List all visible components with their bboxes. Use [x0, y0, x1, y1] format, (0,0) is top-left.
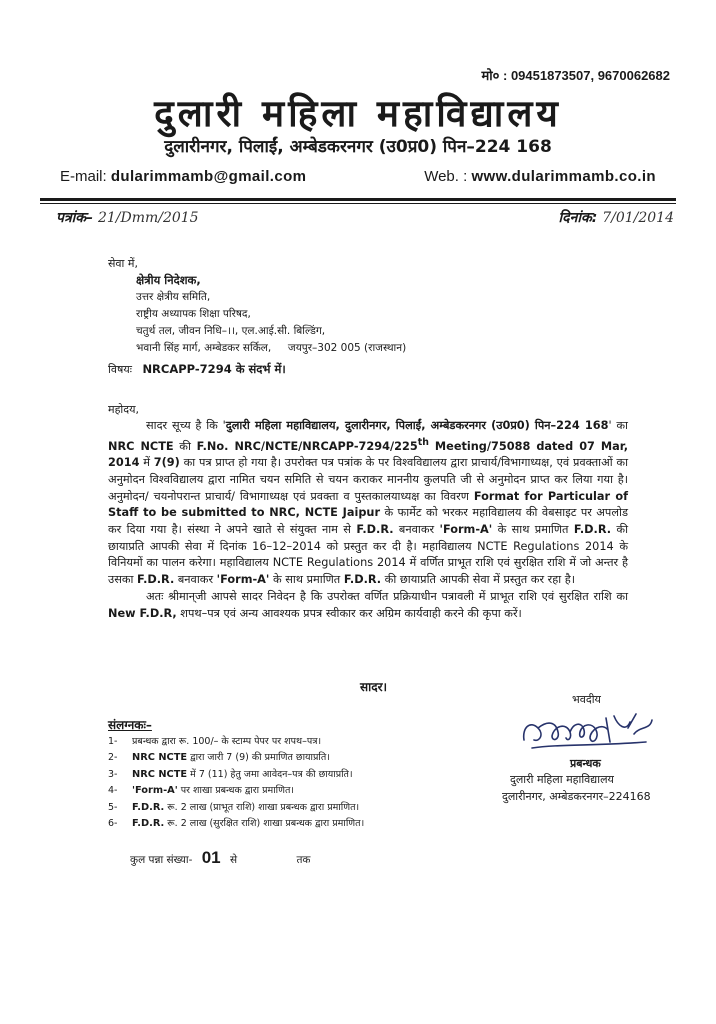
- list-item: [108, 800, 364, 816]
- subject-text: NRCAPP-7294 के संदर्भ में।: [142, 362, 286, 376]
- body-text: में: [139, 456, 154, 470]
- list-item: [108, 767, 364, 783]
- body-sup: th: [417, 436, 429, 448]
- item-bold: F.D.R.: [132, 801, 165, 813]
- recipient-line: उत्तर क्षेत्रीय समिति,: [136, 291, 211, 303]
- phone-numbers: मो० : 09451873507, 9670062682: [481, 68, 670, 83]
- recipient-line: भवानी सिंह मार्ग, अम्बेडकर सर्किल, जयपुर–302 005 (राजस्थान): [136, 342, 407, 354]
- body-bold: दुलारी महिला महाविद्यालय, दुलारीनगर, पिलाईं, अम्बेडकरनगर (उ0प्र0) पिन–224 168: [225, 419, 609, 432]
- page-count-from: से: [229, 854, 238, 866]
- recipient-address: [136, 272, 406, 357]
- body-bold: Meeting/75088 dated 07 Mar, 2014: [108, 439, 628, 470]
- item-number: 5-: [108, 801, 118, 813]
- body-bold: F.D.R.: [573, 522, 612, 536]
- salutation: सेवा में,: [108, 257, 138, 270]
- body-text: के फार्मेट को भरकर महाविद्यालय की वेबसाइट पर अपलोड कर दिया गया है। संस्था ने अपने खाते से संयुक्त नाम से: [108, 506, 628, 536]
- body-text: सादर सूच्य है कि ': [146, 419, 226, 432]
- email-label: E-mail:: [60, 168, 107, 185]
- list-item: [108, 783, 364, 799]
- subject-label: विषयः: [108, 363, 132, 376]
- date-label: दिनांक:: [558, 210, 598, 226]
- body-text: शपथ–पत्र एवं अन्य आवश्यक प्रपत्र स्वीकार कर अग्रिम कार्यवाही करने की कृपा करें।: [176, 606, 522, 620]
- college-name: दुलारी महिला महाविद्यालय: [154, 91, 562, 135]
- reference-number: [56, 208, 199, 227]
- body-text: का पत्र प्राप्त हो गया है। उपरोक्त पत्र पत्रांक के पर विश्वविद्यालय द्वारा प्राचार्य/विभागाध्यक्ष, एवं प्रवक्ताओं का अनुमोदन विश्वविद्यालय द्वारा नामित चयन समिति से चयन कराकर माननीय कुलपति जी से अनुमोदन प्राप्त कर लिया गया है। अनुमोदन/ चयनोपरान्त प्राचार्य/ विभागाध्यक्ष एवं प्रवक्ता व पुस्तकालयाध्यक्ष का विवरण: [108, 456, 628, 503]
- page-count-label: कुल पन्ना संख्या-: [130, 854, 193, 866]
- reference-value: 21/Dmm/2015: [97, 210, 199, 226]
- enclosures-list: [108, 734, 364, 832]
- date-value: 7/01/2014: [602, 210, 674, 226]
- letter-body: [108, 418, 628, 622]
- header-divider-thin: [40, 203, 676, 204]
- item-number: 3-: [108, 768, 118, 780]
- item-bold: 'Form-A': [132, 785, 178, 797]
- stamp-address: दुलारीनगर, अम्बेडकरनगर–224168: [502, 790, 651, 803]
- item-text: रू. 2 लाख (सुरक्षित राशि) शाखा प्रबन्धक द्वारा प्रमाणित।: [164, 818, 365, 830]
- item-text: प्रबन्धक द्वारा रू. 100/– के स्टाम्प पेपर पर शपथ–पत्र।: [132, 736, 322, 747]
- body-text: के साथ प्रमाणित: [269, 573, 344, 587]
- body-bold: F.D.R.: [137, 573, 175, 587]
- item-number: 2-: [108, 752, 118, 764]
- body-bold: F.D.R.: [356, 522, 394, 536]
- closing-bhavdiya: भवदीय: [572, 693, 601, 706]
- recipient-line: राष्ट्रीय अध्यापक शिक्षा परिषद,: [136, 308, 251, 320]
- stamp-title: प्रबन्धक: [570, 757, 601, 770]
- body-bold: Format for Particular of Staff to be submitted to NRC, NCTE Jaipur: [108, 489, 629, 520]
- item-bold: F.D.R.: [132, 818, 165, 830]
- item-text: द्वारा जारी 7 (9) की प्रमाणित छायाप्रति।: [187, 752, 330, 764]
- body-bold: 'Form-A': [439, 522, 493, 536]
- website: [424, 168, 656, 185]
- body-bold: 7(9): [153, 456, 180, 470]
- page-count: [130, 848, 311, 868]
- item-text: में 7 (11) हेतु जमा आवेदन–पत्र की छायाप्रति।: [187, 768, 353, 780]
- list-item: [108, 816, 364, 832]
- body-text: की छायाप्रति आपकी सेवा में दिनांक 16–12–2014 को प्रस्तुत कर दी है। महाविद्यालय NCTE Regulations 2014 के विनियमों का पालन करेगा। महाविद्यालय NCTE Regulations 2014 में वर्णित प्राभूत राशि एवं सुरक्षित राशि में जो अन्तर है उसका: [108, 522, 629, 587]
- body-text: के साथ प्रमाणित: [492, 522, 574, 536]
- body-text: बनवाकर: [174, 573, 217, 587]
- recipient-line: चतुर्थ तल, जीवन निधि–।।, एल.आई.सी. बिल्डिंग,: [136, 325, 326, 337]
- item-bold: NRC NCTE: [132, 752, 188, 764]
- stamp-name: दुलारी महिला महाविद्यालय: [510, 773, 614, 786]
- recipient-line: क्षेत्रीय निदेशक,: [136, 273, 201, 287]
- body-bold: 'Form-A': [216, 573, 270, 587]
- body-bold: NRC NCTE: [108, 439, 174, 453]
- header-divider: [40, 198, 676, 201]
- letter-date: [559, 208, 674, 227]
- contact-line: [60, 168, 656, 185]
- item-number: 6-: [108, 818, 118, 830]
- body-bold: F.D.R.: [343, 573, 382, 587]
- college-address: दुलारीनगर, पिलाईं, अम्बेडकरनगर (उ0प्र0) पिन–224 168: [164, 137, 552, 157]
- web-address: www.dularimmamb.co.in: [471, 168, 656, 185]
- email-address: dularimmamb@gmail.com: [110, 168, 307, 185]
- body-text: बनवाकर: [393, 522, 440, 536]
- closing-saadar: सादर।: [360, 680, 388, 694]
- body-text: की: [173, 439, 197, 453]
- body-text: अतः श्रीमान्‌जी आपसे सादर निवेदन है कि उपरोक्त वर्णित प्रक्रियाधीन पत्रावली में प्राभूत राशि एवं सुरक्षित राशि का: [146, 589, 628, 603]
- list-item: [108, 734, 364, 750]
- reference-label: पत्रांक–: [56, 210, 94, 226]
- body-paragraph-2: [108, 589, 628, 622]
- item-text: रू. 2 लाख (प्राभूत राशि) शाखा प्रबन्धक द्वारा प्रमाणित।: [164, 801, 360, 813]
- body-paragraph-1: [108, 418, 628, 589]
- body-text: ' का: [608, 419, 628, 432]
- signature-image: [518, 706, 668, 756]
- list-item: [108, 750, 364, 766]
- body-bold: F.No. NRC/NCTE/NRCAPP-7294/225: [196, 439, 418, 453]
- body-bold: New F.D.R,: [108, 606, 177, 620]
- page-count-number: 01: [201, 848, 221, 867]
- item-number: 4-: [108, 785, 118, 797]
- enclosures-heading: संलग्नकः–: [108, 718, 152, 732]
- subject-line: [108, 362, 286, 377]
- item-text: पर शाखा प्रबन्धक द्वारा प्रमाणित।: [177, 785, 295, 797]
- greeting: महोदय,: [108, 403, 139, 416]
- web-label: Web. :: [424, 168, 468, 185]
- page-count-to: तक: [296, 854, 311, 866]
- item-bold: NRC NCTE: [132, 768, 188, 780]
- item-number: 1-: [108, 736, 118, 747]
- body-text: की छायाप्रति आपकी सेवा में प्रस्तुत कर रहा है।: [381, 573, 576, 587]
